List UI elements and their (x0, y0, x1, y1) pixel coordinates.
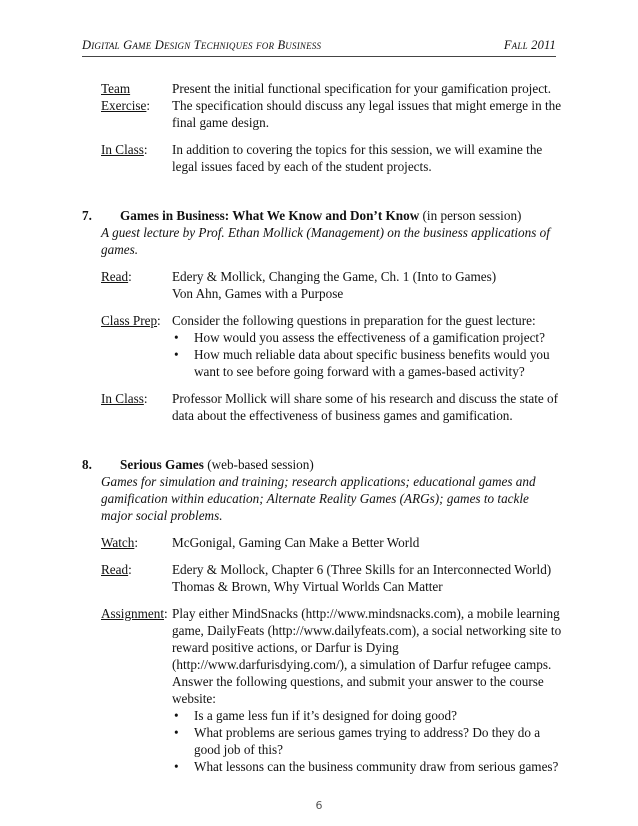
s7-in-class-label: In Class (101, 391, 144, 406)
section-7-mode: (in person session) (419, 208, 522, 223)
s8-assignment-entry: Assignment: Play either MindSnacks (http://www.mindsnacks.com), a mobile learning game, DailyFeats (http://www.dailyfeats.com), a social networking site to reward positive actions, or Darfur is Dying (http://www.darfurisdying.com/), a simulation of Darfur refugee camps. Answer the following questions, and submit your answer to the course website: • Is a game less fun if it’s designed for doing good? • What problems are serious games trying to address? Do they do a good job of this? • What lessons can the business community draw from serious games? (101, 605, 562, 775)
s8-watch-entry: Watch: McGonigal, Gaming Can Make a Better World (101, 534, 562, 551)
s7-read-item-2: Von Ahn, Games with a Purpose (172, 286, 344, 301)
team-exercise-text: Present the initial functional specification for your gamification project. The specification should discuss any legal issues that might emerge in the final game design. (172, 81, 562, 130)
section-7-description: A guest lecture by Prof. Ethan Mollick (Management) on the business applications of games. (101, 225, 550, 257)
header-course-title: Digital Game Design Techniques for Business (82, 38, 322, 52)
intro-in-class-label: In Class (101, 142, 144, 157)
s7-in-class-text: Professor Mollick will share some of his research and discuss the state of data about the effectiveness of business games and gamification. (172, 391, 559, 423)
s8-read-item-2: Thomas & Brown, Why Virtual Worlds Can Matter (172, 579, 443, 594)
intro-in-class-text: In addition to covering the topics for this session, we will examine the legal issues faced by each of the student projects. (172, 142, 543, 174)
section-7-title: Games in Business: What We Know and Don’t Know (120, 208, 420, 223)
page-number: 6 (315, 799, 323, 812)
s8-assignment-bullet-2: • What problems are serious games trying to address? Do they do a good job of this? (172, 724, 562, 758)
s8-watch-text: McGonigal, Gaming Can Make a Better World (172, 535, 420, 550)
document-body (82, 80, 562, 775)
s7-class-prep-text: Consider the following questions in preparation for the guest lecture: (172, 313, 536, 328)
s7-class-prep-bullet-2: • How much reliable data about specific business benefits would you want to see before going forward with a games-based activity? (172, 346, 562, 380)
section-8-mode: (web-based session) (203, 457, 314, 472)
section-8-description: Games for simulation and training; research applications; educational games and gamification within education; Alternate Reality Games (ARGs); games to tackle major social problems. (101, 474, 536, 523)
section-8-number: 8. (82, 457, 92, 472)
s8-read-item-1: Edery & Mollock, Chapter 6 (Three Skills for an Interconnected World) (172, 562, 552, 577)
s7-read-entry: Read: Edery & Mollick, Changing the Game, Ch. 1 (Into to Games) Von Ahn, Games with a Purpose (101, 268, 562, 302)
s7-class-prep-label: Class Prep (101, 313, 158, 328)
running-header (82, 38, 556, 57)
s7-class-prep-entry: Class Prep: Consider the following questions in preparation for the guest lecture: • How would you assess the effectiveness of a gamification project? • How much reliable data about specific business benefits would you want to see before going forward with a games-based activity? (101, 312, 562, 380)
intro-in-class-entry: In Class: In addition to covering the topics for this session, we will examine the legal issues faced by each of the student projects. (101, 141, 562, 175)
s8-assignment-label: Assignment (101, 606, 165, 621)
section-8-title: Serious Games (120, 457, 204, 472)
section-7-heading (82, 207, 562, 224)
header-term: Fall 2011 (503, 38, 556, 52)
s7-read-label: Read (101, 269, 129, 284)
team-exercise-entry: Team Exercise: Present the initial functional specification for your gamification project. The specification should discuss any legal issues that might emerge in the final game design. (101, 81, 562, 130)
s8-assignment-list (172, 707, 562, 775)
s8-assignment-bullet-3: • What lessons can the business community draw from serious games? (172, 758, 562, 775)
s8-watch-label: Watch (101, 535, 135, 550)
team-exercise-label: Team Exercise (101, 81, 147, 113)
section-8-heading (82, 456, 562, 473)
s7-class-prep-bullet-1: • How would you assess the effectiveness of a gamification project? (172, 329, 562, 346)
s7-in-class-entry: In Class: Professor Mollick will share some of his research and discuss the state of data about the effectiveness of business games and gamification. (101, 390, 562, 424)
s7-class-prep-list (172, 329, 562, 380)
s8-assignment-text: Play either MindSnacks (http://www.mindsnacks.com), a mobile learning game, DailyFeats (http://www.dailyfeats.com), a social networking site to reward positive actions, or Darfur is Dying (http://www.darfurisdying.com/), a simulation of Darfur refugee camps. Answer the following questions, and submit your answer to the course website: (172, 606, 562, 706)
section-7-number: 7. (82, 208, 92, 223)
s8-assignment-bullet-1: • Is a game less fun if it’s designed for doing good? (172, 707, 562, 724)
s8-read-entry: Read: Edery & Mollock, Chapter 6 (Three Skills for an Interconnected World) Thomas & Brown, Why Virtual Worlds Can Matter (101, 561, 562, 595)
s7-read-item-1: Edery & Mollick, Changing the Game, Ch. 1 (Into to Games) (172, 269, 497, 284)
s8-read-label: Read (101, 562, 129, 577)
